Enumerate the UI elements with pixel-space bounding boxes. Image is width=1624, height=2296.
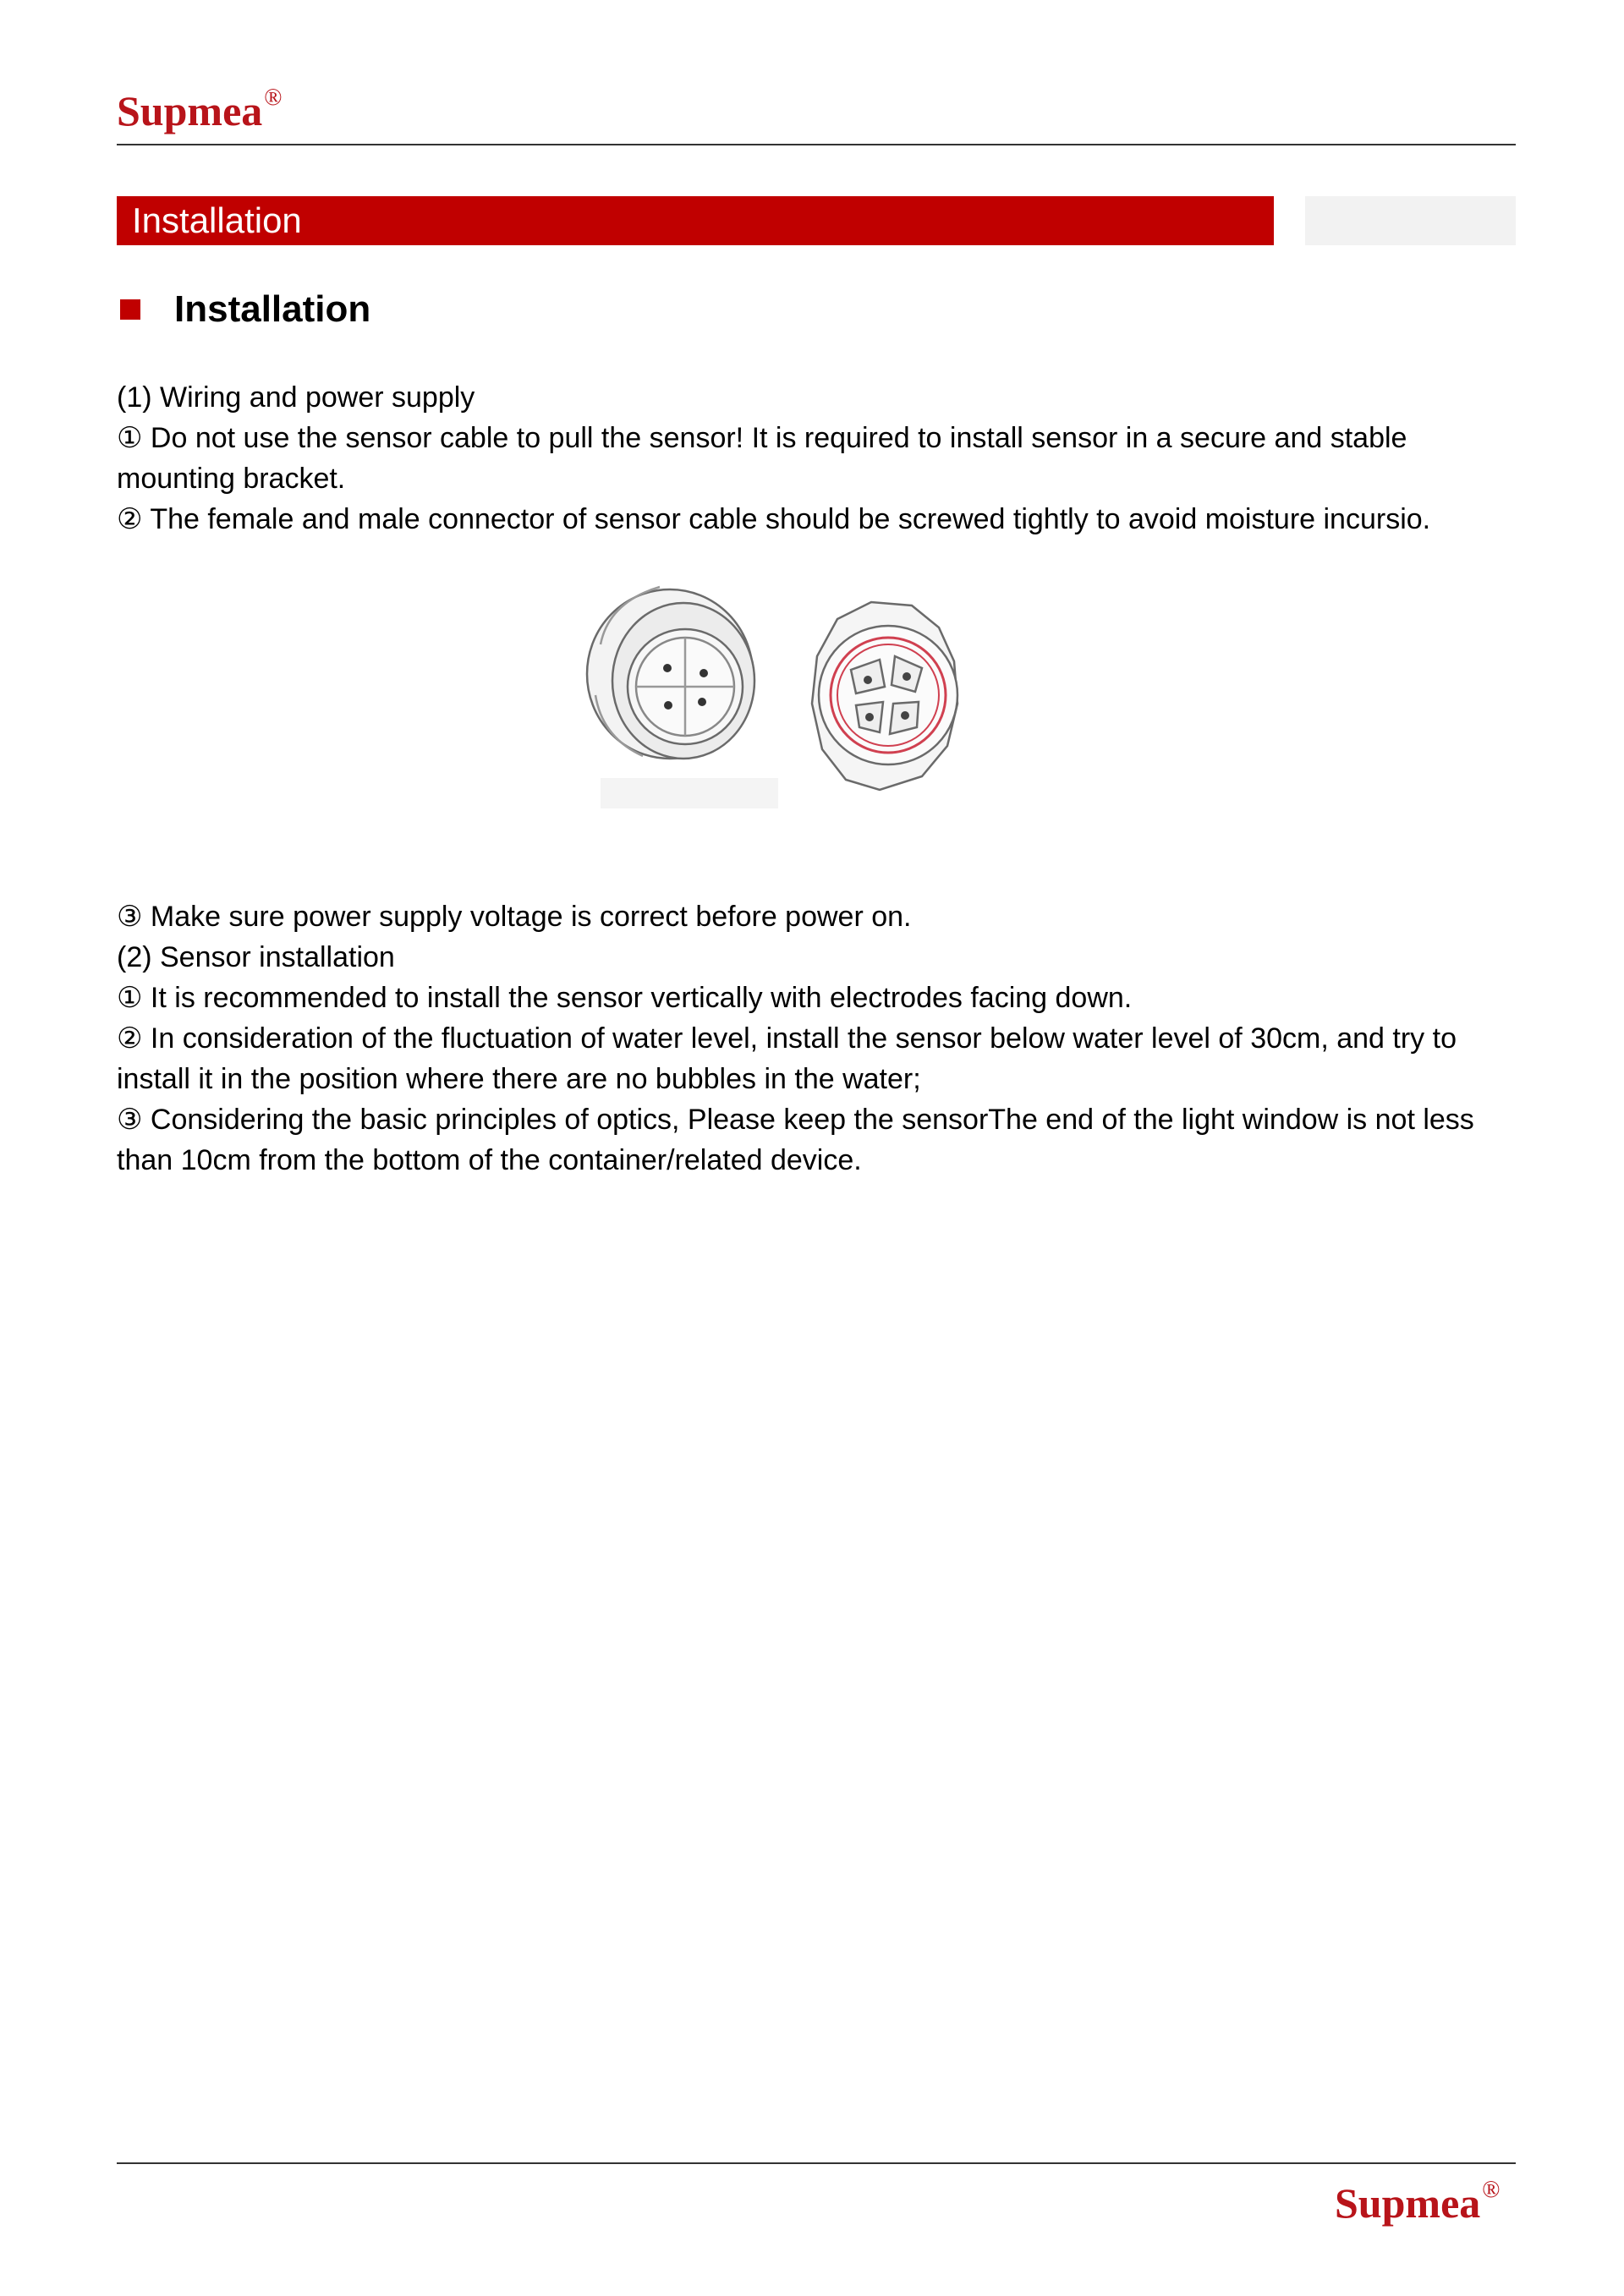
wiring-item-2: ② The female and male connector of sensor cable should be screwed tightly to avoid moisture incursio. [117, 503, 1431, 535]
footer-brand-logo [1335, 2177, 1501, 2227]
female-connector-icon [587, 587, 778, 808]
subsection-title: Installation [174, 288, 371, 330]
header-divider [117, 144, 1516, 145]
footer-brand-name: Supmea [1335, 2179, 1481, 2227]
header-brand-logo [117, 85, 283, 134]
wiring-item-3: ③ Make sure power supply voltage is correct before power on. [117, 901, 912, 933]
footer-registered-mark: ® [1482, 2177, 1501, 2203]
footer-divider [117, 2162, 1516, 2164]
subsection-heading [120, 284, 370, 335]
wiring-item-1: ① Do not use the sensor cable to pull the sensor! It is required to install sensor in a secure and stable mounting bracket. [117, 422, 1407, 495]
male-connector-icon [812, 602, 957, 790]
sensor-item-1: ① It is recommended to install the sensor vertically with electrodes facing down. [117, 982, 1133, 1014]
wiring-section [117, 377, 1521, 540]
connector-illustration-icon [584, 568, 990, 814]
square-bullet-icon [120, 299, 140, 320]
section-title: Installation [132, 200, 302, 240]
sensor-item-2: ② In consideration of the fluctuation of water level, install the sensor below water level of 30cm, and try to install it in the position where there are no bubbles in the water; [117, 1022, 1457, 1095]
section-title-bar [117, 196, 1274, 245]
sensor-heading: (2) Sensor installation [117, 941, 395, 973]
sensor-installation-section [117, 896, 1521, 1181]
wiring-heading: (1) Wiring and power supply [117, 381, 475, 414]
header-brand-name: Supmea [117, 87, 263, 134]
header-registered-mark: ® [264, 85, 283, 111]
section-bar-placeholder [1305, 196, 1516, 245]
sensor-item-3: ③ Considering the basic principles of optics, Please keep the sensorThe end of the light window is not less than 10cm from the bottom of the container/related device. [117, 1104, 1474, 1176]
